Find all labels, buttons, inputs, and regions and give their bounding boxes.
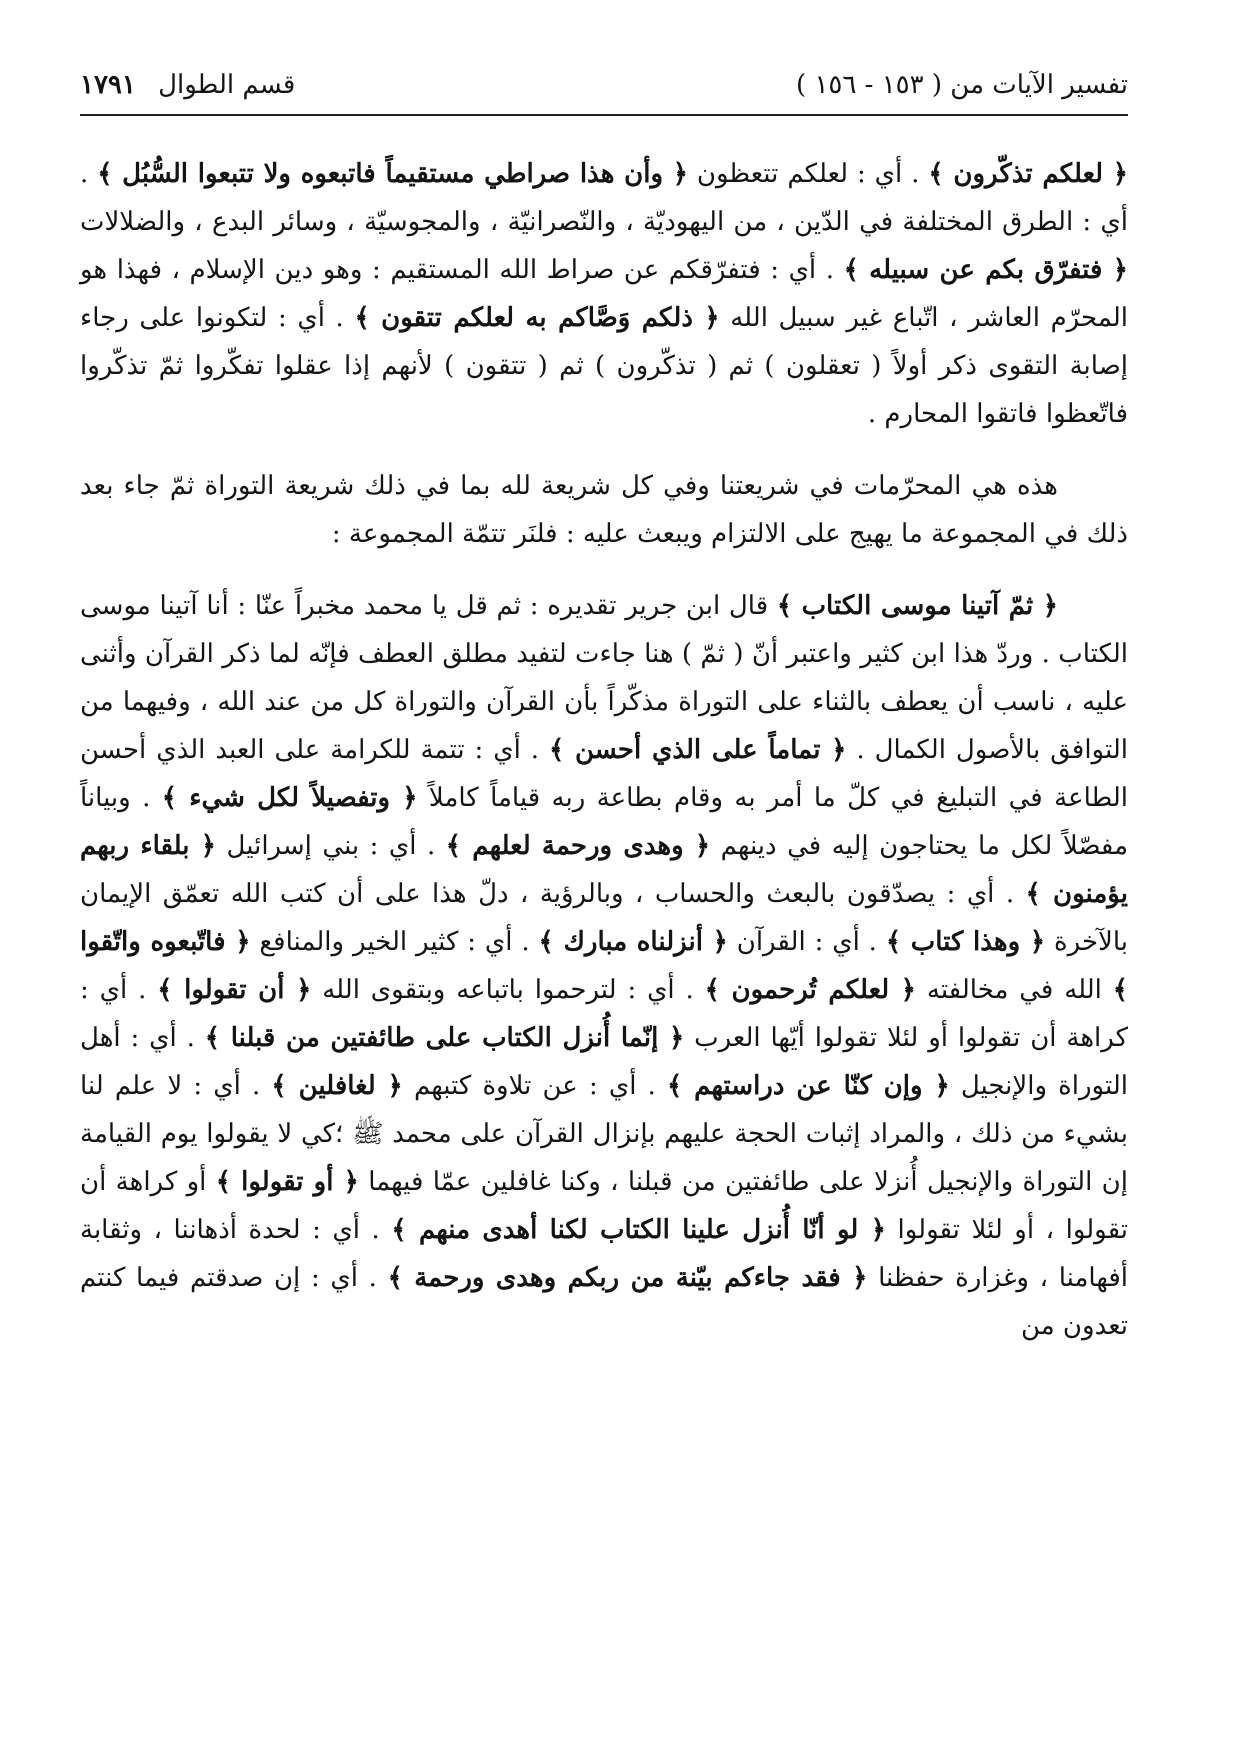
running-title: تفسير الآيات من ( ١٥٣ - ١٥٦ ) [796, 70, 1128, 100]
commentary-text: . أي : بني إسرائيل [216, 831, 446, 861]
page-body [80, 150, 1128, 1350]
quran-quote: ﴿ فقد جاءكم بيّنة من ربكم وهدى ورحمة ﴾ [387, 1263, 868, 1293]
quran-quote: ﴿ بلقاء ربهم يؤمنون ﴾ [80, 831, 1128, 909]
quran-quote: ﴿ فاتّبعوه واتّقوا ﴾ [80, 927, 1128, 1005]
paragraph [80, 150, 1128, 438]
commentary-text: . أي : تتمة للكرامة على العبد الذي أحسن الطاعة في التبليغ في كلّ ما أمر به وقام بطاعة ربه قياماً كاملاً [80, 735, 1128, 813]
page-number: ١٧٩١ [80, 70, 136, 100]
commentary-text: . أي : لترحموا باتباعه وبتقوى الله [311, 975, 705, 1005]
quran-quote: ﴿ أنزلناه مبارك ﴾ [538, 927, 728, 957]
quran-quote: ﴿ ثمّ آتينا موسى الكتاب ﴾ [776, 591, 1058, 621]
header-divider [80, 114, 1128, 116]
quran-quote: ﴿ فتفرّق بكم عن سبيله ﴾ [843, 255, 1128, 285]
commentary-text: هذه هي المحرّمات في شريعتنا وفي كل شريعة لله بما في ذلك شريعة التوراة ثمّ جاء بعد ذلك في المجموعة ما يهيج على الالتزام ويبعث عليه : فلنَر تتمّة المجموعة : [80, 471, 1128, 549]
page-header [80, 60, 1128, 110]
commentary-text: . أي : لتكونوا على رجاء إصابة التقوى ذكر أولاً ( تعقلون ) ثم ( تذكّرون ) ثم ( تتقون ) لأنهم إذا عقلوا تفكّروا ثمّ تذكّروا فاتّعظوا فاتقوا المحارم . [80, 303, 1128, 429]
commentary-text: . أي : لعلكم تتعظون [687, 159, 929, 189]
quran-quote: ﴿ وهدى ورحمة لعلهم ﴾ [445, 831, 711, 861]
quran-quote: ﴿ أو تقولوا ﴾ [215, 1167, 359, 1197]
commentary-text: . أي : القرآن [727, 927, 886, 957]
commentary-text: . أي : كثير الخير والمنافع [250, 927, 539, 957]
quran-quote: ﴿ أن تقولوا ﴾ [157, 975, 312, 1005]
section-and-page [80, 60, 295, 110]
commentary-text: . أي : إن صدقتم فيما كنتم تعدون من [80, 1263, 1128, 1341]
commentary-text: . أي : عن تلاوة كتبهم [402, 1071, 667, 1101]
quran-quote: ﴿ ذلكم وَصَّاكم به لعلكم تتقون ﴾ [354, 303, 720, 333]
quran-quote: ﴿ لعلكم تذكّرون ﴾ [928, 159, 1129, 189]
commentary-text: . وبياناً مفصّلاً لكل ما يحتاجون إليه في دينهم [80, 783, 1128, 861]
commentary-text: . أي : أهل التوراة والإنجيل [80, 1023, 1128, 1101]
section-label: قسم الطوال [158, 70, 296, 100]
quran-quote: ﴿ وأن هذا صراطي مستقيماً فاتبعوه ولا تتبعوا السُّبُل ﴾ [97, 159, 688, 189]
commentary-text: . أي : لحدة أذهاننا ، وثقابة أفهامنا ، وغزارة حفظنا [80, 1215, 1128, 1293]
quran-quote: ﴿ لغافلين ﴾ [271, 1071, 403, 1101]
paragraph [80, 582, 1128, 1350]
quran-quote: ﴿ لو أنّا أُنزل علينا الكتاب لكنا أهدى منهم ﴾ [391, 1215, 886, 1245]
commentary-text: . أي : فتفرّقكم عن صراط الله المستقيم : وهو دين الإسلام ، فهذا هو المحرّم العاشر ، اتّباع غير سبيل الله [80, 255, 1128, 333]
quran-quote: ﴿ وإن كنّا عن دراستهم ﴾ [666, 1071, 950, 1101]
commentary-text: . أي : لا علم لنا بشيء من ذلك ، والمراد إثبات الحجة عليهم بإنزال القرآن على محمد ﷺ ؛كي لا يقولوا يوم القيامة إن التوراة والإنجيل أُنزلا على طائفتين من قبلنا ، وكنا غافلين عمّا فيهما [80, 1071, 1128, 1197]
commentary-text: أو كراهة أن تقولوا ، أو لئلا تقولوا [80, 1167, 1128, 1245]
commentary-text: . أي : الطرق المختلفة في الدّين ، من اليهوديّة ، والنّصرانيّة ، والمجوسيّة ، وسائر البدع ، والضلالات [80, 159, 1128, 237]
quran-quote: ﴿ لعلكم تُرحمون ﴾ [704, 975, 917, 1005]
quran-quote: ﴿ إنّما أُنزل الكتاب على طائفتين من قبلنا ﴾ [204, 1023, 685, 1053]
paragraph [80, 462, 1128, 558]
commentary-text: . أي : يصدّقون بالبعث والحساب ، وبالرؤية ، دلّ هذا على أن كتب الله تعمّق الإيمان بالآخرة [80, 879, 1129, 957]
commentary-text: قال ابن جرير تقديره : ثم قل يا محمد مخبراً عنّا : أنا آتينا موسى الكتاب . وردّ هذا ابن كثير واعتبر أنّ ( ثمّ ) هنا جاءت لتفيد مطلق العطف فإنّه لما ذكر القرآن وأثنى عليه ، ناسب أن يعطف بالثناء على التوراة مذكّراً بأن القرآن والتوراة كل من عند الله ، وفيهما من التوافق بالأصول الكمال . [80, 591, 1128, 765]
commentary-text: الله في مخالفته [916, 975, 1113, 1005]
commentary-text: . أي : كراهة أن تقولوا أو لئلا تقولوا أيّها العرب [80, 975, 1129, 1053]
quran-quote: ﴿ وهذا كتاب ﴾ [885, 927, 1046, 957]
quran-quote: ﴿ وتفصيلاً لكل شيء ﴾ [161, 783, 418, 813]
quran-quote: ﴿ تماماً على الذي أحسن ﴾ [548, 735, 847, 765]
